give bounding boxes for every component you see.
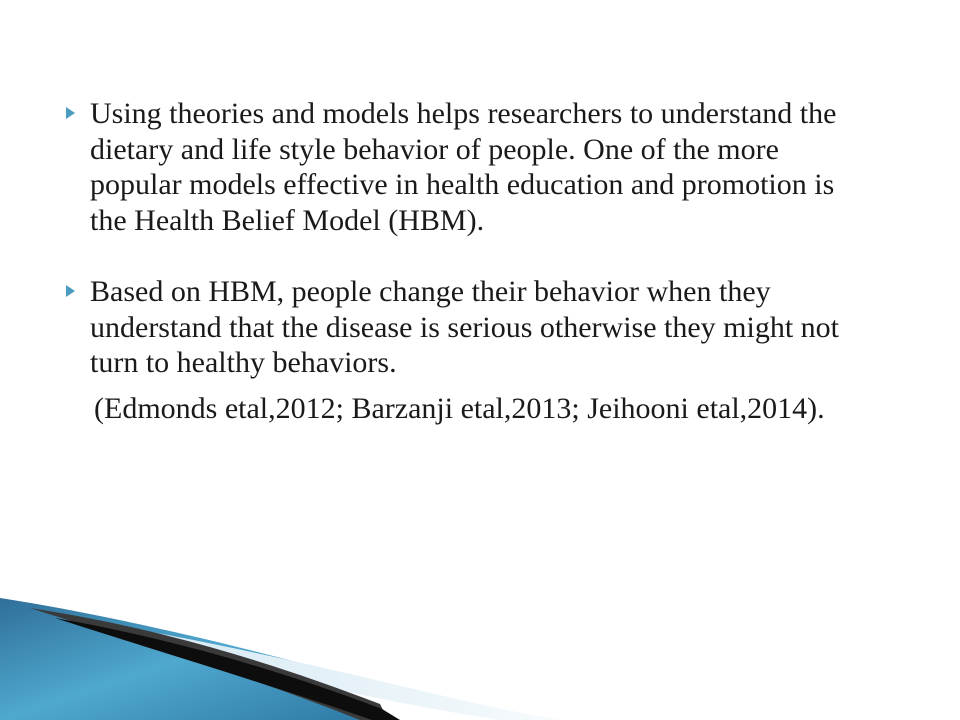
citation-text: (Edmonds etal,2012; Barzanji etal,2013; Jeihooni etal,2014). (94, 391, 825, 425)
bullet-item (66, 274, 866, 381)
slide-content (66, 96, 866, 427)
bullet-text: Based on HBM, people change their behavior when they understand that the disease is serious otherwise they might not turn to healthy behaviors. (90, 275, 840, 379)
triangle-right-icon (66, 285, 75, 297)
triangle-right-icon (66, 107, 75, 119)
bullet-text: Using theories and models helps researchers to understand the dietary and life style behavior of people. One of the more popular models effective in health education and promotion is the Health Belief Model (HBM). (90, 97, 837, 237)
bullet-item (66, 96, 866, 238)
